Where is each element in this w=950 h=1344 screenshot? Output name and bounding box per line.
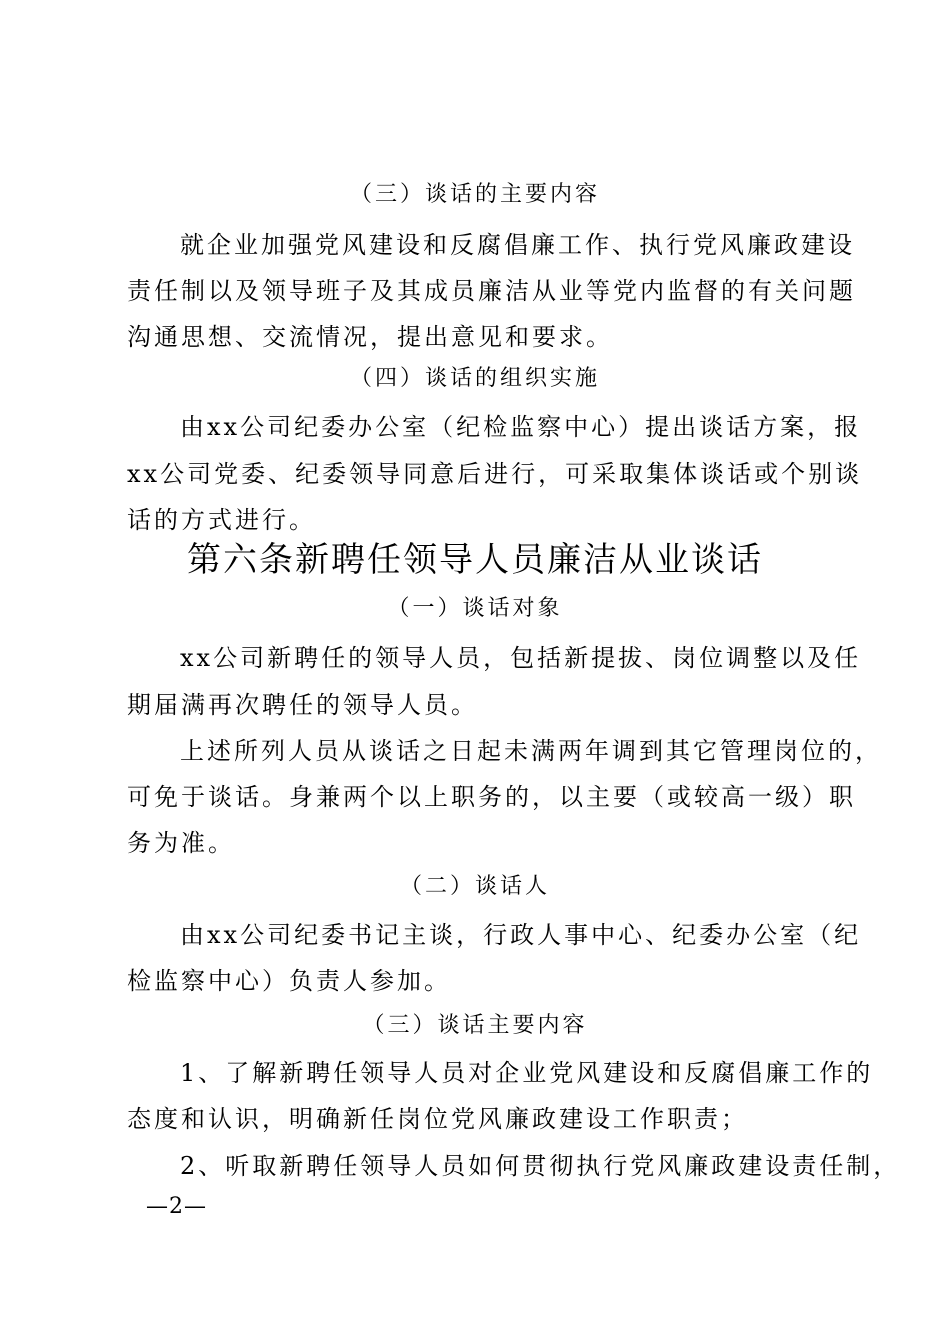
paragraph-line: 期届满再次聘任的领导人员。 (127, 691, 478, 719)
page-number: —2— (146, 1194, 207, 1219)
paragraph-line: 沟通思想、交流情况，提出意见和要求。 (127, 323, 613, 351)
article-title: 第六条新聘任领导人员廉洁从业谈话 (187, 540, 763, 580)
section-heading-target: （一）谈话对象 (387, 596, 563, 621)
section-heading-content: （三）谈话主要内容 (362, 1013, 588, 1038)
paragraph-line: 检监察中心）负责人参加。 (127, 967, 451, 995)
paragraph-line: xx公司党委、纪委领导同意后进行，可采取集体谈话或个别谈 (127, 460, 863, 488)
paragraph-line: 责任制以及领导班子及其成员廉洁从业等党内监督的有关问题 (127, 277, 856, 305)
paragraph-line: 话的方式进行。 (127, 506, 316, 534)
paragraph-line: 由xx公司纪委办公室（纪检监察中心）提出谈话方案，报 (180, 413, 862, 441)
section-heading-organization: （四）谈话的组织实施 (349, 366, 600, 391)
paragraph-line: xx公司新聘任的领导人员，包括新提拔、岗位调整以及任 (180, 644, 862, 672)
paragraph-line: 态度和认识，明确新任岗位党风廉政建设工作职责； (127, 1105, 748, 1133)
paragraph-line: 由xx公司纪委书记主谈，行政人事中心、纪委办公室（纪 (180, 921, 862, 949)
list-item: 2、听取新聘任领导人员如何贯彻执行党风廉政建设责任制， (180, 1152, 901, 1180)
paragraph-line: 上述所列人员从谈话之日起未满两年调到其它管理岗位的， (180, 737, 882, 765)
section-heading-main-content: （三）谈话的主要内容 (349, 182, 600, 207)
list-item: 1、了解新聘任领导人员对企业党风建设和反腐倡廉工作的 (180, 1059, 874, 1087)
paragraph-line: 务为准。 (127, 829, 235, 857)
paragraph-line: 就企业加强党风建设和反腐倡廉工作、执行党风廉政建设 (180, 231, 855, 259)
section-heading-interviewer: （二）谈话人 (399, 874, 550, 899)
paragraph-line: 可免于谈话。身兼两个以上职务的，以主要（或较高一级）职 (127, 783, 856, 811)
